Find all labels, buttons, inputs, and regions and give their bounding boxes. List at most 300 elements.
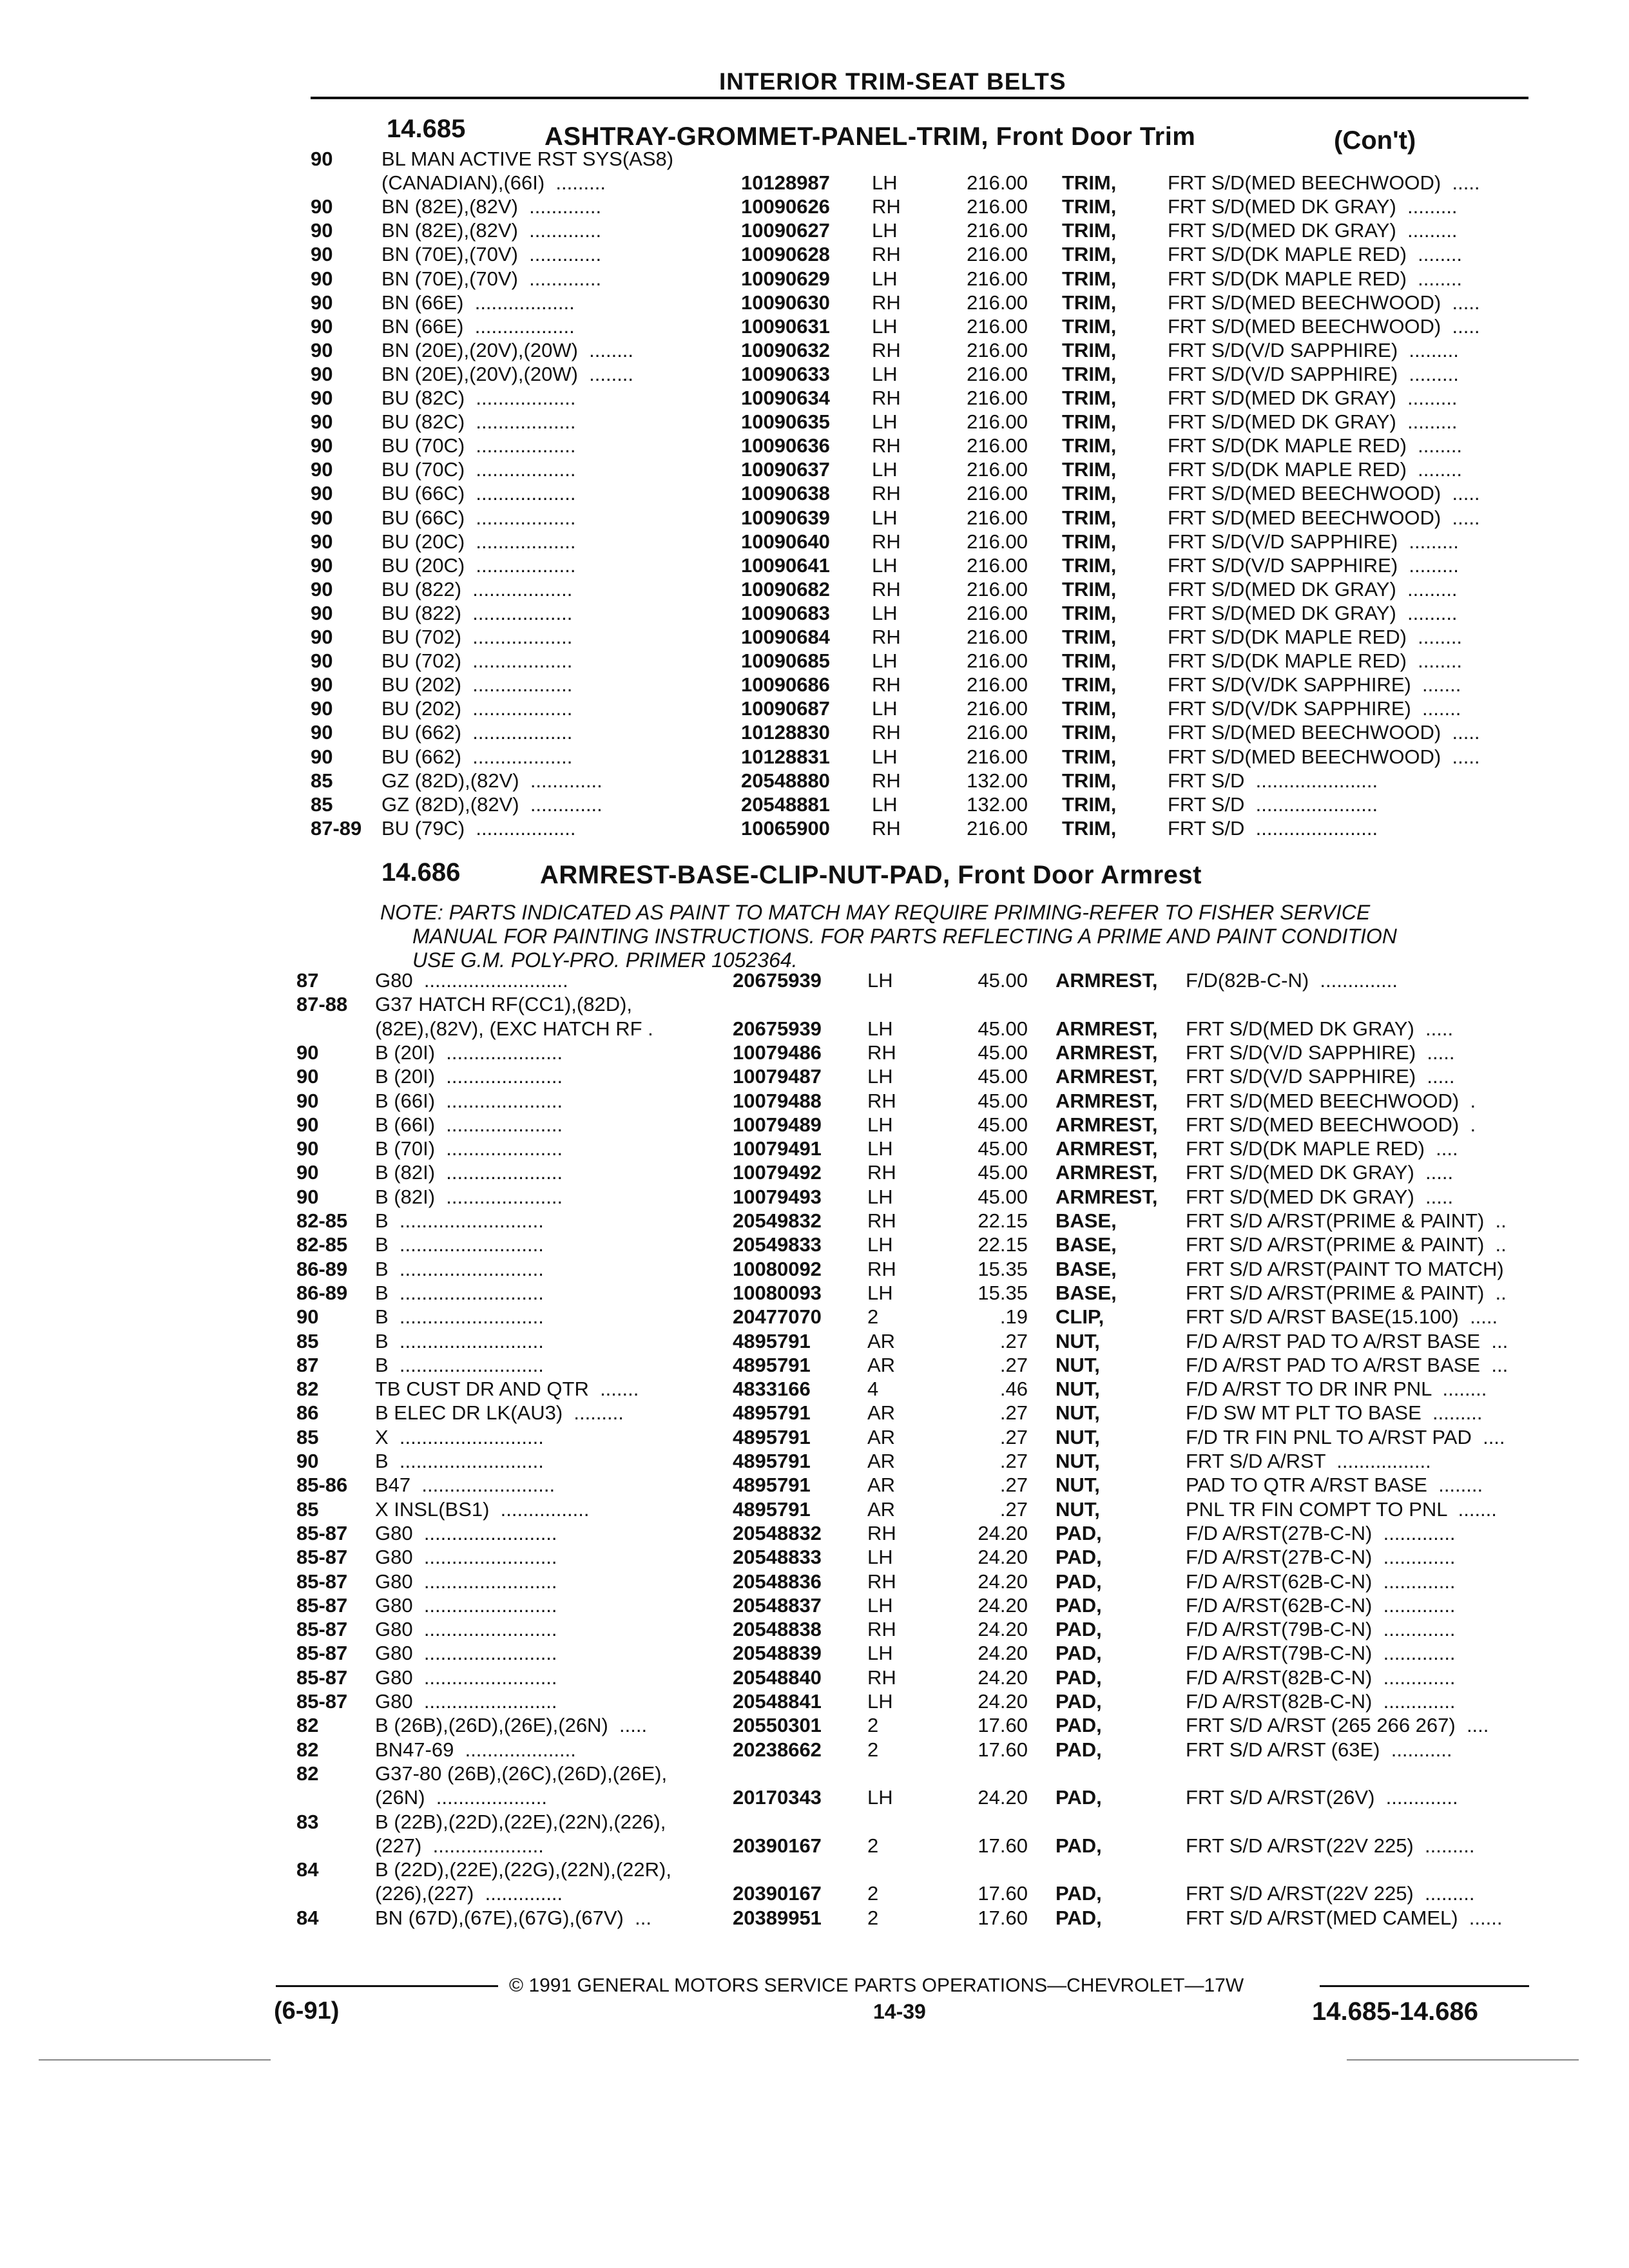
price: 45.00 [978,1161,1028,1184]
part-description: FRT S/D(V/D SAPPHIRE) ......... [1168,553,1459,577]
model-year: 87 [296,1353,319,1376]
price: 216.00 [967,530,1028,553]
part-number: 10090631 [741,314,830,338]
model-year: 82 [296,1714,319,1737]
quantity: RH [872,434,901,457]
model-code: BN47-69 .................... [375,1738,576,1761]
quantity: RH [872,721,901,744]
part-description: PNL TR FIN COMPT TO PNL ....... [1186,1497,1497,1521]
quantity: LH [867,1017,893,1040]
quantity: LH [867,1690,893,1713]
table-row [0,1689,1629,1713]
part-number: 10090641 [741,553,830,577]
table-row [0,673,1629,697]
table-row [0,625,1629,649]
table-row [0,697,1629,720]
model-code: GZ (82D),(82V) ............. [381,793,602,816]
model-code: G80 ........................ [375,1642,557,1665]
model-year: 90 [311,697,333,720]
model-year: 85 [296,1497,319,1521]
model-year: 86-89 [296,1281,348,1304]
part-number: 10090685 [741,649,830,673]
model-year: 82-85 [296,1209,348,1232]
price: 15.35 [978,1257,1028,1280]
price: 17.60 [978,1738,1028,1761]
model-code: B (66I) ..................... [375,1113,563,1136]
table-row [0,1377,1629,1401]
model-year: 90 [311,458,333,481]
part-number: 10090634 [741,387,830,409]
model-year: 90 [296,1137,319,1160]
part-number: 10079487 [733,1065,822,1088]
model-code: G80 ........................ [375,1618,557,1641]
table-row [0,410,1629,434]
model-year: 90 [311,673,333,697]
part-name: BASE, [1055,1209,1117,1232]
model-code: BU (20C) .................. [381,530,576,553]
model-year: 90 [311,745,333,768]
part-number: 10090627 [741,219,830,242]
model-code: (26N) .................... [375,1786,547,1809]
table-row [0,1666,1629,1689]
model-year: 85-87 [296,1546,348,1569]
model-code: GZ (82D),(82V) ............. [381,769,602,792]
model-code: G80 ........................ [375,1593,557,1617]
quantity: LH [872,314,898,338]
part-name: CLIP, [1055,1305,1104,1329]
part-number: 10080093 [733,1281,822,1304]
model-year: 82-85 [296,1233,348,1256]
part-name: NUT, [1055,1401,1100,1425]
quantity: RH [867,1089,896,1112]
table-row [0,1738,1629,1762]
table-row [0,506,1629,530]
quantity: LH [867,1233,893,1256]
model-year: 90 [311,601,333,624]
model-code: BU (822) .................. [381,601,573,624]
part-description: FRT S/D(V/DK SAPPHIRE) ....... [1168,697,1461,720]
model-code: B (22D),(22E),(22G),(22N),(22R), [375,1858,671,1881]
part-description: FRT S/D(MED DK GRAY) ......... [1168,195,1458,218]
model-code: BN (66E) .................. [381,314,575,338]
table-row [0,649,1629,673]
quantity: RH [872,338,901,361]
part-number: 10090684 [741,626,830,648]
model-year: 90 [311,434,333,457]
page-header: INTERIOR TRIM-SEAT BELTS [719,68,1066,95]
part-description: FRT S/D A/RST ................. [1186,1450,1431,1472]
part-name: BASE, [1055,1257,1117,1280]
part-description: FRT S/D(MED BEECHWOOD) . [1186,1113,1476,1136]
part-description: PAD TO QTR A/RST BASE ........ [1186,1474,1483,1497]
section-number: 14.685 [387,115,466,143]
model-year: 87-89 [311,816,362,840]
price: .27 [999,1497,1028,1521]
model-code: G80 ........................ [375,1666,557,1689]
model-code: B (22B),(22D),(22E),(22N),(226), [375,1810,666,1833]
model-code: B .......................... [375,1353,544,1376]
part-description: FRT S/D(MED DK GRAY) ..... [1186,1185,1454,1208]
model-year: 85 [311,769,333,792]
price: 216.00 [967,362,1028,385]
price: 216.00 [967,219,1028,242]
part-number: 10079491 [733,1137,822,1160]
model-code: B (20I) ..................... [375,1065,563,1088]
table-row [0,1617,1629,1641]
price: 24.20 [978,1666,1028,1689]
section-note [380,901,1553,972]
part-number: 10090686 [741,673,830,697]
part-name: TRIM, [1062,267,1117,290]
quantity: LH [872,219,898,242]
model-year: 85-87 [296,1618,348,1641]
model-year: 85-87 [296,1690,348,1713]
model-year: 85 [311,793,333,816]
part-name: ARMREST, [1055,1185,1158,1208]
part-description: FRT S/D A/RST(26V) ............. [1186,1786,1458,1809]
model-year: 82 [296,1738,319,1761]
quantity: LH [872,649,898,673]
model-code: B (70I) ..................... [375,1137,563,1160]
quantity: RH [872,626,901,648]
price: 17.60 [978,1906,1028,1929]
table-row [0,1810,1629,1834]
part-name: TRIM, [1062,649,1117,673]
quantity: LH [872,697,898,720]
scan-mark [1347,2059,1579,2061]
part-number: 10090682 [741,577,830,601]
part-name: ARMREST, [1055,1017,1158,1040]
quantity: RH [872,530,901,553]
model-code: B47 ........................ [375,1474,555,1497]
part-description: FRT S/D(MED DK GRAY) ..... [1186,1017,1454,1040]
model-year: 90 [311,219,333,242]
model-year: 86 [296,1401,319,1425]
part-number: 20548880 [741,769,830,792]
table-row [0,769,1629,793]
part-number: 20550301 [733,1714,822,1737]
table-row [0,1570,1629,1593]
part-description: FRT S/D(MED BEECHWOOD) . [1186,1089,1476,1112]
price: 17.60 [978,1834,1028,1857]
part-number: 10079486 [733,1041,822,1064]
part-name: PAD, [1055,1906,1102,1929]
part-description: FRT S/D(MED BEECHWOOD) ..... [1168,171,1480,195]
price: .46 [999,1378,1028,1401]
price: 24.20 [978,1570,1028,1593]
part-description: FRT S/D(V/DK SAPPHIRE) ....... [1168,673,1461,697]
part-number: 20389951 [733,1906,822,1929]
quantity: RH [867,1209,896,1232]
price: 22.15 [978,1209,1028,1232]
table-row [0,1881,1629,1905]
model-code: BU (202) .................. [381,697,573,720]
price: 132.00 [967,769,1028,792]
table-row [0,195,1629,218]
quantity: RH [872,673,901,697]
price: 45.00 [978,1041,1028,1064]
table-row [0,338,1629,362]
model-code: BN (20E),(20V),(20W) ........ [381,362,634,385]
quantity: RH [872,577,901,601]
part-name: PAD, [1055,1570,1102,1593]
part-name: TRIM, [1062,769,1117,792]
quantity: 2 [867,1714,879,1737]
part-description: FRT S/D(DK MAPLE RED) ........ [1168,649,1463,673]
model-code: B (82I) ..................... [375,1161,563,1184]
table-row [0,1064,1629,1088]
part-number: 20390167 [733,1834,822,1857]
part-description: FRT S/D(DK MAPLE RED) .... [1186,1137,1458,1160]
price: 17.60 [978,1714,1028,1737]
quantity: 4 [867,1378,879,1401]
part-name: PAD, [1055,1546,1102,1569]
part-name: PAD, [1055,1786,1102,1809]
table-row [0,1185,1629,1209]
part-description: F/D A/RST(79B-C-N) ............. [1186,1618,1456,1641]
note-line: MANUAL FOR PAINTING INSTRUCTIONS. FOR PARTS REFLECTING A PRIME AND PAINT CONDITION [412,925,1397,948]
price: 15.35 [978,1281,1028,1304]
quantity: RH [872,291,901,314]
part-name: NUT, [1055,1329,1100,1352]
price: 216.00 [967,482,1028,505]
part-number: 20238662 [733,1738,822,1761]
quantity: AR [867,1401,896,1425]
model-year: 90 [296,1185,319,1208]
part-number: 10090633 [741,362,830,385]
part-number: 10128831 [741,745,830,768]
quantity: RH [872,243,901,266]
price: .27 [999,1329,1028,1352]
quantity: 2 [867,1906,879,1929]
part-name: PAD, [1055,1618,1102,1641]
header-rule [311,97,1528,99]
quantity: 2 [867,1882,879,1905]
model-year: 85-87 [296,1521,348,1544]
part-name: ARMREST, [1055,1089,1158,1112]
price: 24.20 [978,1521,1028,1544]
table-row [0,1473,1629,1497]
part-name: TRIM, [1062,793,1117,816]
model-code: B .......................... [375,1281,544,1304]
quantity: LH [867,1113,893,1136]
part-number: 10090687 [741,697,830,720]
part-description: FRT S/D(DK MAPLE RED) ........ [1168,458,1463,481]
quantity: 2 [867,1738,879,1761]
price: .27 [999,1450,1028,1472]
model-code: BN (67D),(67E),(67G),(67V) ... [375,1906,651,1929]
table-row [0,386,1629,410]
part-number: 4895791 [733,1497,811,1521]
part-number: 10080092 [733,1257,822,1280]
model-year: 85 [296,1425,319,1448]
model-code: B .......................... [375,1305,544,1329]
quantity: LH [872,267,898,290]
model-code: B (66I) ..................... [375,1089,563,1112]
quantity: LH [867,1546,893,1569]
part-description: FRT S/D(DK MAPLE RED) ........ [1168,267,1463,290]
part-description: FRT S/D A/RST (265 266 267) .... [1186,1714,1489,1737]
part-number: 10090628 [741,243,830,266]
price: 216.00 [967,267,1028,290]
quantity: LH [867,1786,893,1809]
price: 216.00 [967,506,1028,529]
price: 216.00 [967,553,1028,577]
table-row [0,1113,1629,1137]
part-description: F/D A/RST(62B-C-N) ............. [1186,1593,1456,1617]
part-description: FRT S/D ...................... [1168,816,1378,840]
quantity: AR [867,1474,896,1497]
model-code: BN (70E),(70V) ............. [381,267,602,290]
model-code: X INSL(BS1) ................ [375,1497,590,1521]
part-description: FRT S/D ...................... [1168,769,1378,792]
quantity: LH [872,553,898,577]
table-row [0,1233,1629,1256]
model-code: BN (70E),(70V) ............. [381,243,602,266]
quantity: RH [867,1666,896,1689]
table-row [0,1089,1629,1113]
price: 24.20 [978,1690,1028,1713]
table-row [0,1497,1629,1521]
table-row [0,267,1629,291]
price: 45.00 [978,969,1028,992]
part-name: TRIM, [1062,697,1117,720]
part-number: 20675939 [733,969,822,992]
model-code: B .......................... [375,1257,544,1280]
part-description: FRT S/D(DK MAPLE RED) ........ [1168,626,1463,648]
part-number: 10090683 [741,601,830,624]
model-year: 84 [296,1906,319,1929]
part-number: 20170343 [733,1786,822,1809]
part-description: FRT S/D(MED DK GRAY) ..... [1186,1161,1454,1184]
model-code: BU (822) .................. [381,577,573,601]
table-row [0,362,1629,386]
part-description: FRT S/D A/RST(22V 225) ......... [1186,1882,1475,1905]
model-code: BL MAN ACTIVE RST SYS(AS8) [381,148,674,170]
price: 17.60 [978,1882,1028,1905]
quantity: LH [867,969,893,992]
part-number: 10079488 [733,1089,822,1112]
part-number: 20548841 [733,1690,822,1713]
part-name: ARMREST, [1055,1065,1158,1088]
part-description: F/D A/RST PAD TO A/RST BASE ... [1186,1329,1509,1352]
part-number: 10065900 [741,816,830,840]
table-row [0,1281,1629,1305]
table-row [0,1906,1629,1930]
part-name: TRIM, [1062,673,1117,697]
part-name: NUT, [1055,1425,1100,1448]
part-number: 20548833 [733,1546,822,1569]
price: .19 [999,1305,1028,1329]
model-code: BU (66C) .................. [381,482,576,505]
section-title: ASHTRAY-GROMMET-PANEL-TRIM, Front Door Trim [545,122,1196,151]
part-name: TRIM, [1062,171,1117,195]
model-year: 85-87 [296,1666,348,1689]
model-year: 90 [296,1065,319,1088]
part-description: FRT S/D(MED BEECHWOOD) ..... [1168,314,1480,338]
table-row [0,457,1629,481]
part-name: TRIM, [1062,314,1117,338]
part-description: FRT S/D A/RST(PAINT TO MATCH) [1186,1257,1504,1280]
quantity: AR [867,1329,896,1352]
part-name: PAD, [1055,1642,1102,1665]
model-year: 90 [296,1450,319,1472]
model-year: 90 [296,1041,319,1064]
note-line: USE G.M. POLY-PRO. PRIMER 1052364. [412,948,798,972]
price: 216.00 [967,171,1028,195]
table-row [0,816,1629,840]
price: 216.00 [967,338,1028,361]
part-number: 10090632 [741,338,830,361]
part-number: 10128830 [741,721,830,744]
model-year: 90 [311,721,333,744]
table-row [0,992,1629,1016]
part-number: 10079493 [733,1185,822,1208]
table-row [0,1041,1629,1064]
price: .27 [999,1474,1028,1497]
model-year: 83 [296,1810,319,1833]
model-year: 85 [296,1329,319,1352]
part-description: FRT S/D(V/D SAPPHIRE) ..... [1186,1041,1455,1064]
part-name: TRIM, [1062,553,1117,577]
model-code: G80 ........................ [375,1546,557,1569]
price: 216.00 [967,601,1028,624]
table-row [0,720,1629,744]
table-row [0,1449,1629,1473]
quantity: RH [867,1257,896,1280]
part-name: BASE, [1055,1281,1117,1304]
quantity: RH [872,387,901,409]
model-code: BU (82C) .................. [381,387,576,409]
model-year: 85-86 [296,1474,348,1497]
model-code: B .......................... [375,1233,544,1256]
quantity: LH [872,793,898,816]
part-number: 10128987 [741,171,830,195]
model-year: 90 [311,338,333,361]
part-name: TRIM, [1062,482,1117,505]
price: 216.00 [967,816,1028,840]
model-code: BU (662) .................. [381,721,573,744]
table-row [0,314,1629,338]
part-description: FRT S/D(V/D SAPPHIRE) ......... [1168,530,1459,553]
model-year: 87-88 [296,993,348,1016]
model-code: BN (66E) .................. [381,291,575,314]
price: 45.00 [978,1185,1028,1208]
part-name: PAD, [1055,1882,1102,1905]
model-year: 84 [296,1858,319,1881]
model-code: TB CUST DR AND QTR ....... [375,1378,639,1401]
model-code: B .......................... [375,1329,544,1352]
footer-rule-left [276,1985,498,1987]
price: 216.00 [967,649,1028,673]
part-description: F/D A/RST(79B-C-N) ............. [1186,1642,1456,1665]
price: 24.20 [978,1593,1028,1617]
model-year: 86-89 [296,1257,348,1280]
part-name: ARMREST, [1055,1041,1158,1064]
quantity: RH [872,482,901,505]
table-row [0,601,1629,625]
table-row [0,1834,1629,1858]
part-number: 20675939 [733,1017,822,1040]
part-name: ARMREST, [1055,1161,1158,1184]
part-name: TRIM, [1062,410,1117,434]
price: 24.20 [978,1642,1028,1665]
table-row [0,1641,1629,1665]
model-year: 90 [311,649,333,673]
part-number: 20548832 [733,1521,822,1544]
part-name: TRIM, [1062,219,1117,242]
part-description: FRT S/D(DK MAPLE RED) ........ [1168,243,1463,266]
